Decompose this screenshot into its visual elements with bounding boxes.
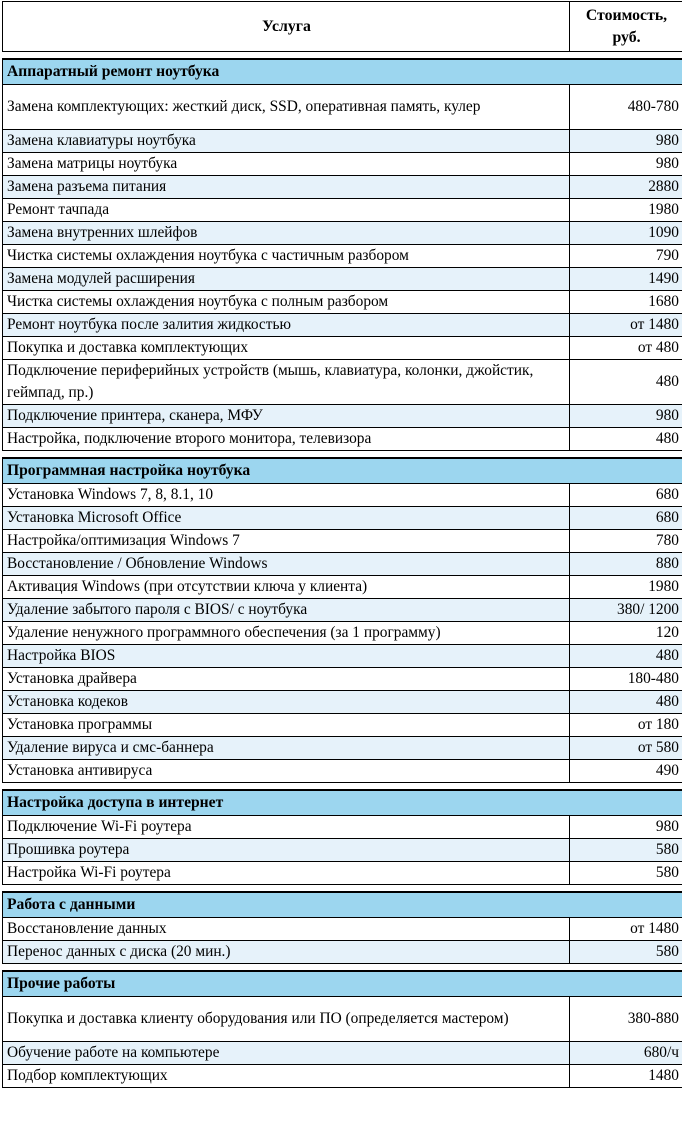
table-row bbox=[3, 530, 682, 553]
table-row bbox=[3, 222, 682, 245]
service-price: 780 bbox=[570, 530, 682, 553]
table-row bbox=[3, 428, 682, 451]
table-row bbox=[3, 405, 682, 428]
service-price: 580 bbox=[570, 839, 682, 862]
service-name: Удаление ненужного программного обеспечения (за 1 программу) bbox=[3, 622, 570, 645]
service-name: Замена модулей расширения bbox=[3, 268, 570, 291]
service-price: 980 bbox=[570, 153, 682, 176]
table-row bbox=[3, 507, 682, 530]
service-price: 1980 bbox=[570, 576, 682, 599]
service-price: 680 bbox=[570, 507, 682, 530]
service-name: Настройка/оптимизация Windows 7 bbox=[3, 530, 570, 553]
table-row bbox=[3, 816, 682, 839]
service-price: 680 bbox=[570, 484, 682, 507]
table-row bbox=[3, 760, 682, 783]
service-name: Настройка BIOS bbox=[3, 645, 570, 668]
table-row bbox=[3, 484, 682, 507]
section-header-row bbox=[3, 892, 682, 918]
service-name: Покупка и доставка комплектующих bbox=[3, 337, 570, 360]
service-price: 480 bbox=[570, 645, 682, 668]
service-name: Замена клавиатуры ноутбука bbox=[3, 130, 570, 153]
section-title: Работа с данными bbox=[3, 892, 682, 918]
table-row bbox=[3, 268, 682, 291]
service-name: Настройка, подключение второго монитора, телевизора bbox=[3, 428, 570, 451]
service-price: 2880 bbox=[570, 176, 682, 199]
service-name: Подключение периферийных устройств (мышь, клавиатура, колонки, джойстик, геймпад, пр.) bbox=[3, 360, 570, 405]
service-price: 1680 bbox=[570, 291, 682, 314]
service-price: от 580 bbox=[570, 737, 682, 760]
service-price: от 1480 bbox=[570, 918, 682, 941]
table-row bbox=[3, 1042, 682, 1065]
table-row bbox=[3, 360, 682, 405]
table-row bbox=[3, 130, 682, 153]
table-header-row bbox=[3, 2, 682, 52]
service-name: Чистка системы охлаждения ноутбука с полным разбором bbox=[3, 291, 570, 314]
service-price: 180-480 bbox=[570, 668, 682, 691]
service-name: Покупка и доставка клиенту оборудования или ПО (определяется мастером) bbox=[3, 997, 570, 1042]
service-name: Установка Windows 7, 8, 8.1, 10 bbox=[3, 484, 570, 507]
service-price: 580 bbox=[570, 862, 682, 885]
service-price: 380-880 bbox=[570, 997, 682, 1042]
table-row bbox=[3, 199, 682, 222]
table-row bbox=[3, 553, 682, 576]
section-title: Настройка доступа в интернет bbox=[3, 790, 682, 816]
table-row bbox=[3, 1065, 682, 1088]
table-row bbox=[3, 622, 682, 645]
table-row bbox=[3, 668, 682, 691]
service-name: Прошивка роутера bbox=[3, 839, 570, 862]
service-price: 480 bbox=[570, 428, 682, 451]
service-name: Установка Microsoft Office bbox=[3, 507, 570, 530]
service-name: Перенос данных с диска (20 мин.) bbox=[3, 941, 570, 964]
table-row bbox=[3, 737, 682, 760]
table-row bbox=[3, 691, 682, 714]
service-name: Замена матрицы ноутбука bbox=[3, 153, 570, 176]
service-price: 790 bbox=[570, 245, 682, 268]
section-title: Аппаратный ремонт ноутбука bbox=[3, 59, 682, 85]
service-name: Подбор комплектующих bbox=[3, 1065, 570, 1088]
table-row bbox=[3, 85, 682, 130]
service-name: Замена разъема питания bbox=[3, 176, 570, 199]
section-header-row bbox=[3, 971, 682, 997]
service-name: Подключение принтера, сканера, МФУ bbox=[3, 405, 570, 428]
service-price: 1980 bbox=[570, 199, 682, 222]
section-header-row bbox=[3, 790, 682, 816]
section-gap bbox=[3, 451, 682, 459]
section-gap-cell bbox=[3, 451, 682, 459]
service-price: 1490 bbox=[570, 268, 682, 291]
table-row bbox=[3, 314, 682, 337]
service-price: 480-780 bbox=[570, 85, 682, 130]
table-row bbox=[3, 576, 682, 599]
section-gap-cell bbox=[3, 52, 682, 60]
section-gap-cell bbox=[3, 885, 682, 893]
service-price: 980 bbox=[570, 130, 682, 153]
service-price: 480 bbox=[570, 691, 682, 714]
service-name: Активация Windows (при отсутствии ключа у клиента) bbox=[3, 576, 570, 599]
service-name: Настройка Wi-Fi роутера bbox=[3, 862, 570, 885]
table-row bbox=[3, 245, 682, 268]
service-name: Восстановление данных bbox=[3, 918, 570, 941]
section-gap-cell bbox=[3, 783, 682, 791]
table-row bbox=[3, 645, 682, 668]
section-gap-cell bbox=[3, 964, 682, 972]
table-row bbox=[3, 337, 682, 360]
service-price: 980 bbox=[570, 405, 682, 428]
price-table bbox=[2, 1, 682, 1088]
service-price: 480 bbox=[570, 360, 682, 405]
service-price: 980 bbox=[570, 816, 682, 839]
service-price: от 180 bbox=[570, 714, 682, 737]
service-price: 490 bbox=[570, 760, 682, 783]
section-header-row bbox=[3, 458, 682, 484]
table-row bbox=[3, 599, 682, 622]
table-row bbox=[3, 714, 682, 737]
service-price: 880 bbox=[570, 553, 682, 576]
service-name: Чистка системы охлаждения ноутбука с частичным разбором bbox=[3, 245, 570, 268]
service-name: Установка антивируса bbox=[3, 760, 570, 783]
service-name: Установка драйвера bbox=[3, 668, 570, 691]
table-row bbox=[3, 291, 682, 314]
service-price: 1480 bbox=[570, 1065, 682, 1088]
table-row bbox=[3, 941, 682, 964]
section-header-row bbox=[3, 59, 682, 85]
table-row bbox=[3, 153, 682, 176]
service-name: Установка программы bbox=[3, 714, 570, 737]
service-name: Замена внутренних шлейфов bbox=[3, 222, 570, 245]
service-price: 380/ 1200 bbox=[570, 599, 682, 622]
section-title: Прочие работы bbox=[3, 971, 682, 997]
table-row bbox=[3, 862, 682, 885]
service-name: Удаление вируса и смс-баннера bbox=[3, 737, 570, 760]
service-name: Установка кодеков bbox=[3, 691, 570, 714]
service-price: 1090 bbox=[570, 222, 682, 245]
table-row bbox=[3, 918, 682, 941]
service-name: Ремонт тачпада bbox=[3, 199, 570, 222]
table-row bbox=[3, 997, 682, 1042]
section-gap bbox=[3, 885, 682, 893]
service-name: Замена комплектующих: жесткий диск, SSD, оперативная память, кулер bbox=[3, 85, 570, 130]
service-price: 580 bbox=[570, 941, 682, 964]
service-name: Восстановление / Обновление Windows bbox=[3, 553, 570, 576]
header-price: Стоимость, руб. bbox=[570, 2, 682, 52]
service-name: Ремонт ноутбука после залития жидкостью bbox=[3, 314, 570, 337]
service-price: от 480 bbox=[570, 337, 682, 360]
service-name: Подключение Wi-Fi роутера bbox=[3, 816, 570, 839]
section-title: Программная настройка ноутбука bbox=[3, 458, 682, 484]
service-price: от 1480 bbox=[570, 314, 682, 337]
service-price: 120 bbox=[570, 622, 682, 645]
section-gap bbox=[3, 783, 682, 791]
section-gap bbox=[3, 964, 682, 972]
service-name: Обучение работе на компьютере bbox=[3, 1042, 570, 1065]
table-row bbox=[3, 839, 682, 862]
service-name: Удаление забытого пароля с BIOS/ с ноутбука bbox=[3, 599, 570, 622]
table-row bbox=[3, 176, 682, 199]
service-price: 680/ч bbox=[570, 1042, 682, 1065]
table-body bbox=[3, 52, 682, 1088]
section-gap bbox=[3, 52, 682, 60]
header-service: Услуга bbox=[3, 2, 570, 52]
